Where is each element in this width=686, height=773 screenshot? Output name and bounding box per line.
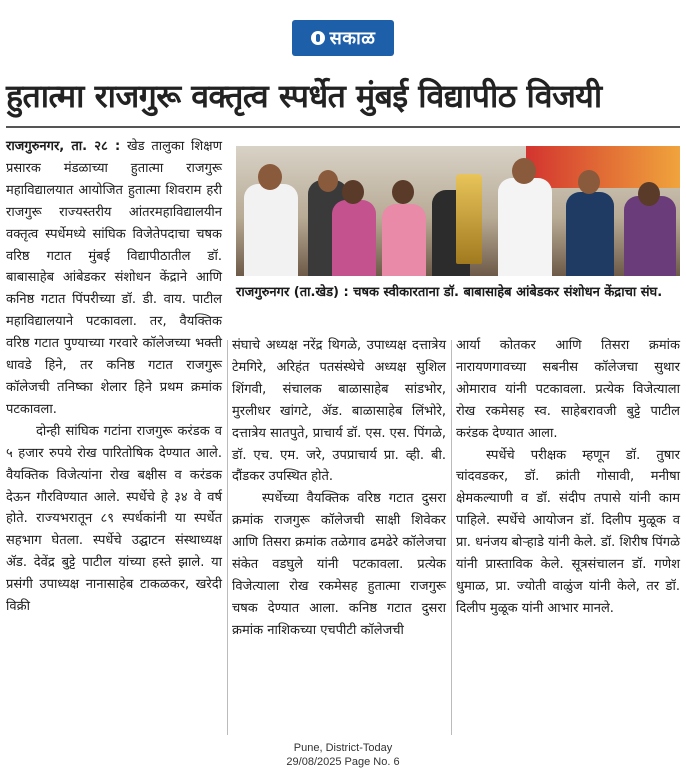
article-paragraph: संघाचे अध्यक्ष नरेंद्र थिगळे, उपाध्यक्ष दत्तात्रेय टेमगिरे, अरिहंत पतसंस्थेचे अध्यक्ष सुशिल शिंगवी, संचालक बाळासाहेब सांडभोर, मुरलीधर खांगटे, ॲड. बाळासाहेब लिंभोरे, दत्तात्रेय सातपुते, प्राचार्य डॉ. एस. एस. पिंगळे, डॉ. एच. एम. जरे, उपप्राचार्य प्रा. व्ही. बी. दौंडकर उपस्थित होते. [232, 338, 446, 485]
masthead-title: सकाळ [329, 28, 376, 49]
article-paragraph [6, 136, 222, 421]
page-headline: हुतात्मा राजगुरू वक्तृत्व स्पर्धेत मुंबई विद्यापीठ विजयी [6, 77, 602, 115]
article-column-3 [456, 335, 680, 620]
photo-caption: राजगुरुनगर (ता.खेड) : चषक स्वीकारताना डॉ. बाबासाहेब आंबेडकर संशोधन केंद्राचा संघ. [236, 285, 663, 300]
paragraph-text: खेड तालुका शिक्षण प्रसारक मंडळाच्या हुतात्मा राजगुरू महाविद्यालयात आयोजित हुतात्मा शिवराम हरी राजगुरू राज्यस्तरीय आंतरमहाविद्यालयीन वक्तृत्व स्पर्धेमध्ये सांघिक विजेतेपदाचा चषक वरिष्ठ गटात मुंबई विद्यापीठातील डॉ. बाबासाहेब आंबेडकर संशोधन केंद्राने आणि कनिष्ठ गटात पिंपरीच्या डॉ. डी. वाय. पाटील महाविद्यालयाने पटकावला. तर, वैयक्तिक वरिष्ठ गटात पुण्याच्या गरवारे कॉलेजच्या भक्ती धावडे हिने, तर कनिष्ठ गटात राजगुरू कॉलेजची तनिष्का शेलार हिने प्रथम क्रमांक पटकावला. [6, 139, 222, 417]
edition-label: Pune, District-Today [293, 742, 393, 754]
headline-divider [6, 126, 680, 128]
dateline: राजगुरुनगर, ता. २८ : [6, 139, 121, 154]
column-divider [227, 340, 228, 735]
article-photo [236, 146, 680, 276]
page-footer [200, 741, 486, 769]
article-column-1 [6, 136, 222, 618]
photo-stage-banner [526, 146, 680, 188]
sakal-emblem-icon [311, 31, 325, 45]
trophy-icon [456, 174, 482, 264]
article-paragraph: दोन्ही सांघिक गटांना राजगुरू करंडक व ५ हजार रुपये रोख पारितोषिक देण्यात आले. वैयक्तिक विजेत्यांना रोख बक्षीस व करंडक देऊन गौरविण्यात आले. स्पर्धेचे हे ३४ वे वर्ष होते. राज्यभरातून ८९ स्पर्धकांनी या स्पर्धेत सहभाग घेतला. स्पर्धेचे उद्घाटन संस्थाध्यक्ष ॲड. देवेंद्र बुट्टे पाटील यांच्या हस्ते झाले. या प्रसंगी उपाध्यक्ष नानासाहेब टाकळकर, खरेदी विक्री [6, 423, 222, 615]
date-page-label: 29/08/2025 Page No. 6 [286, 756, 400, 768]
article-paragraph: स्पर्धेच्या वैयक्तिक वरिष्ठ गटात दुसरा क्रमांक राजगुरू कॉलेजची साक्षी शिवेकर आणि तिसरा क्रमांक तळेगाव ढमढेरे कॉलेजचा संकेत वडघुले यांनी पटकावला. प्रत्येक विजेत्याला रोख रकमेसह हुतात्मा राजगुरू चषक देण्यात आला. कनिष्ठ गटात दुसरा क्रमांक नाशिकच्या एचपीटी कॉलेजची [232, 491, 446, 638]
article-column-2 [232, 335, 446, 642]
masthead-logo [292, 20, 394, 56]
column-divider [451, 340, 452, 735]
article-paragraph: आर्या कोतकर आणि तिसरा क्रमांक नारायणगावच्या सबनीस कॉलेजचा सुथार ओमाराव यांनी पटकावला. प्रत्येक विजेत्याला रोख रकमेसह स्व. साहेबरावजी बुट्टे पाटील करंडक देण्यात आला. [456, 338, 680, 441]
article-paragraph: स्पर्धेचे परीक्षक म्हणून डॉ. तुषार चांदवडकर, डॉ. क्रांती गोसावी, मनीषा क्षेमकल्याणी व डॉ. संदीप तपासे यांनी काम पाहिले. स्पर्धेचे आयोजन डॉ. दिलीप मुळूक व प्रा. धनंजय बोऱ्हाडे यांनी केले. डॉ. शिरीष पिंगळे यांनी प्रास्ताविक केले. सूत्रसंचालन डॉ. गणेश धुमाळ, प्रा. ज्योती वाळुंज यांनी केले, तर डॉ. दिलीप मुळूक यांनी आभार मानले. [456, 447, 680, 616]
